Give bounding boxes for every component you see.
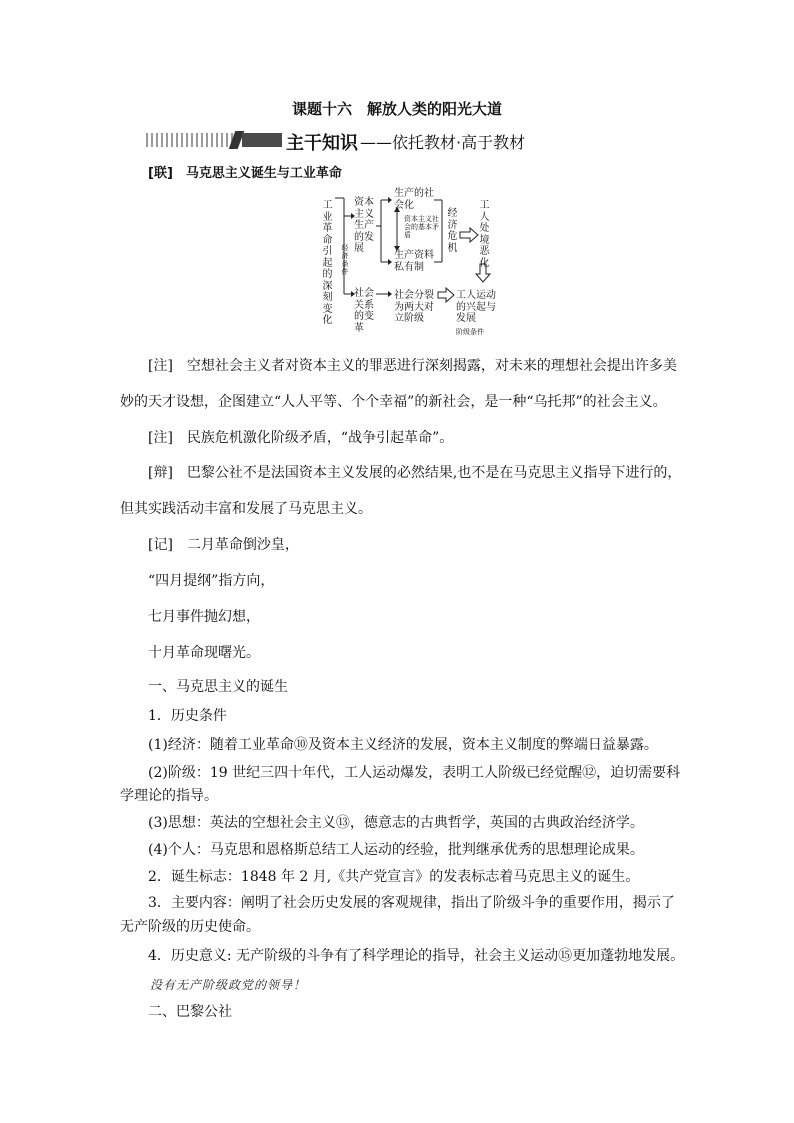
paragraph-14: (4)个人：马克思和恩格斯总结工人运动的经验，批判继承优秀的思想理论成果。: [148, 842, 644, 858]
paragraph-18: 4．历史意义: 无产阶级的斗争有了科学理论的指导，社会主义运动⑮更加蓬勃地发展。: [148, 948, 685, 964]
paragraph-1: [注] 空想社会主义者对资本主义的罪恶进行深刻揭露，对未来的理想社会提出许多美: [148, 358, 677, 374]
section-banner: [146, 129, 566, 153]
diagram-cond-econ: 经济条件: [341, 244, 349, 276]
paragraph-4: [辩] 巴黎公社不是法国资本主义发展的必然结果,也不是在马克思主义指导下进行的，: [148, 465, 682, 481]
paragraph-5: 但其实践活动丰富和发展了马克思主义。: [120, 501, 372, 517]
diagram-econ-dev: 资本主义生产的发展: [354, 197, 374, 254]
paragraph-6: [记] 二月革命倒沙皇，: [148, 537, 299, 553]
paragraph-8: 七月事件抛幻想，: [148, 609, 260, 625]
paragraph-9: 十月革命现曙光。: [148, 645, 260, 661]
diagram-class-split: 社会分裂为两大对立阶级: [394, 290, 434, 324]
section-heading-1: 一、马克思主义的诞生: [148, 679, 288, 695]
paragraph-17: 无产阶级的历史使命。: [120, 919, 260, 935]
paragraph-13: (3)思想：英法的空想社会主义⑬，德意志的古典哲学，英国的古典政治经济学。: [148, 815, 644, 831]
concept-diagram: [318, 186, 508, 346]
banner-bar-decoration: [242, 133, 282, 147]
paragraph-15: 2．诞生标志：1848 年 2 月,《共产党宣言》的发表标志着马克思主义的诞生。: [148, 869, 640, 885]
banner-subtitle: ——依托教材·高于教材: [360, 133, 526, 152]
paragraph-7: “四月提纲”指方向，: [148, 573, 275, 589]
diagram-private-ownership: 生产资料私有制: [394, 250, 434, 273]
handwritten-note: 没有无产阶级政党的领导！: [150, 978, 307, 992]
subheading-1: 1．历史条件: [148, 708, 227, 724]
paragraph-12: 学理论的指导。: [120, 788, 218, 804]
diagram-basic-contradiction: 资本主义社会的基本矛盾: [404, 215, 439, 239]
paragraph-10: (1)经济：随着工业革命⑩及资本主义经济的发展，资本主义制度的弊端日益暴露。: [148, 737, 658, 753]
diagram-root: 工业革命引起的深刻变化: [322, 200, 333, 326]
section-heading-2: 二、巴黎公社: [148, 1004, 232, 1020]
diagram-cond-class: 阶级条件: [456, 328, 484, 336]
diagram-socialization: 生产的社会化: [394, 188, 434, 211]
paragraph-2: 妙的天才设想，企图建立“人人平等、个个幸福”的新社会，是一种“乌托邦”的社会主义。: [120, 394, 667, 410]
paragraph-3: [注] 民族危机激化阶级矛盾，“战争引起革命”。: [148, 430, 454, 446]
paragraph-16: 3．主要内容：阐明了社会历史发展的客观规律，指出了阶级斗争的重要作用，揭示了: [148, 895, 675, 911]
diagram-econ-crisis: 经济危机: [447, 208, 458, 254]
banner-stripe-decoration: [146, 133, 234, 147]
diagram-worker-worsen: 工人处境恶化: [479, 200, 490, 269]
page-title: 课题十六 解放人类的阳光大道: [291, 100, 502, 118]
banner-main-title: 主干知识: [286, 133, 358, 154]
diagram-soc-rel: 社会关系的变革: [354, 288, 374, 334]
paragraph-11: (2)阶级：19 世纪三四十年代，工人运动爆发，表明工人阶级已经觉醒⑫，迫切需要科: [148, 765, 681, 781]
diagram-workers-movement: 工人运动的兴起与发展: [456, 290, 496, 324]
diagram-caption: [联] 马克思主义诞生与工业革命: [148, 166, 342, 181]
